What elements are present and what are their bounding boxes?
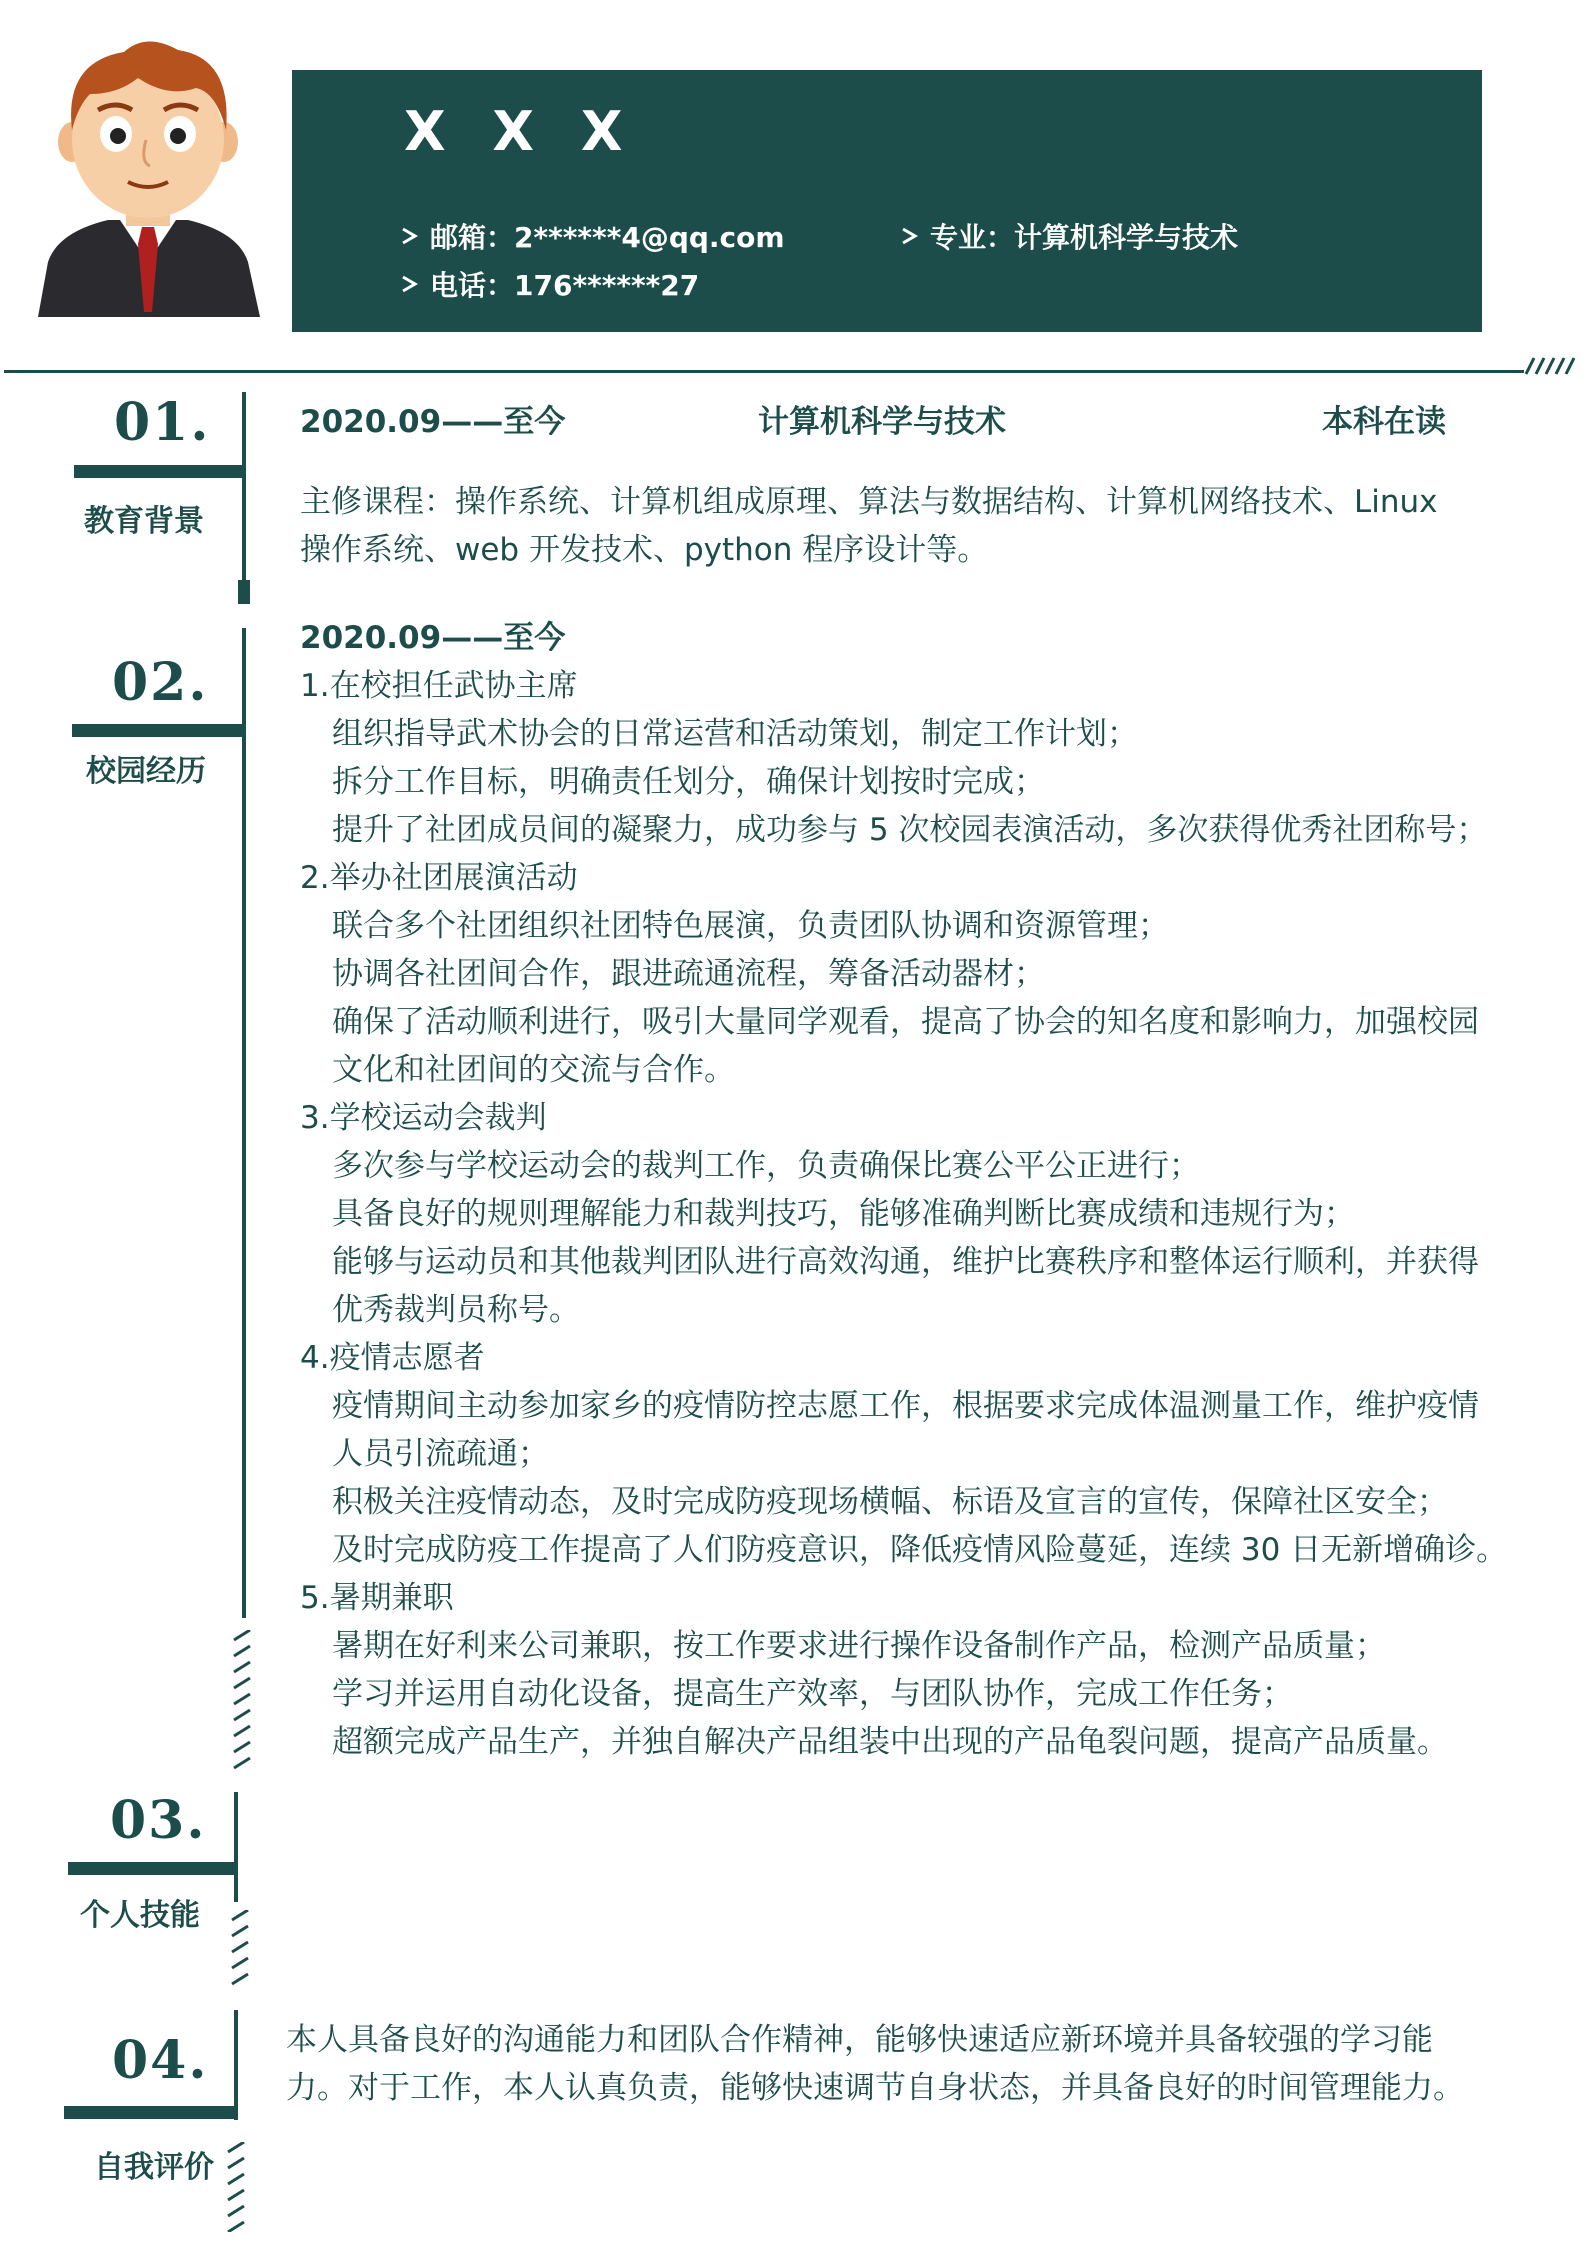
experience-detail: 确保了活动顺利进行，吸引大量同学观看，提高了协会的知名度和影响力，加强校园 — [332, 1004, 1479, 1040]
section-vertical-line — [234, 1792, 238, 1902]
education-courses-line: 操作系统、web 开发技术、python 程序设计等。 — [300, 532, 989, 568]
education-period: 2020.09——至今 — [300, 404, 566, 440]
arrow-bullet-icon — [400, 274, 418, 294]
header-divider — [4, 370, 1524, 373]
arrow-bullet-icon — [900, 226, 918, 246]
section-bar — [74, 465, 244, 478]
experience-detail: 优秀裁判员称号。 — [332, 1292, 580, 1328]
section-marker — [238, 580, 250, 604]
email-text: 邮箱：2******4@qq.com — [430, 221, 785, 254]
experience-heading: 5.暑期兼职 — [300, 1580, 454, 1616]
experience-heading: 3.学校运动会裁判 — [300, 1100, 547, 1136]
decorative-slashes — [1522, 356, 1582, 382]
self-evaluation-line: 本人具备良好的沟通能力和团队合作精神，能够快速适应新环境并具备较强的学习能 — [286, 2022, 1433, 2058]
experience-detail: 拆分工作目标，明确责任划分，确保计划按时完成； — [332, 764, 1045, 800]
section-number: 02. — [112, 652, 209, 713]
section-bar — [72, 724, 242, 737]
major-text: 专业：计算机科学与技术 — [930, 221, 1239, 254]
section-vertical-line — [242, 628, 246, 1618]
education-status: 本科在读 — [1322, 404, 1446, 440]
experience-detail: 人员引流疏通； — [332, 1436, 549, 1472]
education-courses-line: 主修课程：操作系统、计算机组成原理、算法与数据结构、计算机网络技术、Linux — [300, 484, 1438, 520]
email-info — [400, 216, 785, 256]
section-number: 03. — [110, 1790, 207, 1851]
decorative-hatch — [232, 1630, 254, 1770]
experience-detail: 学习并运用自动化设备，提高生产效率，与团队协作，完成工作任务； — [332, 1676, 1293, 1712]
section-vertical-line — [242, 392, 246, 602]
experience-detail: 疫情期间主动参加家乡的疫情防控志愿工作，根据要求完成体温测量工作，维护疫情 — [332, 1388, 1479, 1424]
campus-period: 2020.09——至今 — [300, 620, 566, 656]
experience-heading: 1.在校担任武协主席 — [300, 668, 578, 704]
section-bar — [64, 2106, 238, 2119]
section-title-self-eval: 自我评价 — [94, 2150, 214, 2185]
experience-heading: 4.疫情志愿者 — [300, 1340, 485, 1376]
experience-detail: 及时完成防疫工作提高了人们防疫意识，降低疫情风险蔓延，连续 30 日无新增确诊。 — [332, 1532, 1508, 1568]
decorative-hatch — [226, 2142, 248, 2232]
experience-detail: 暑期在好利来公司兼职，按工作要求进行操作设备制作产品，检测产品质量； — [332, 1628, 1386, 1664]
experience-detail: 具备良好的规则理解能力和裁判技巧，能够准确判断比赛成绩和违规行为； — [332, 1196, 1355, 1232]
phone-info — [400, 264, 699, 304]
self-evaluation-line: 力。对于工作，本人认真负责，能够快速调节自身状态，并具备良好的时间管理能力。 — [286, 2070, 1464, 2106]
candidate-name: X X X — [404, 100, 637, 163]
decorative-hatch — [230, 1910, 252, 1990]
section-number: 04. — [112, 2030, 209, 2091]
major-info — [900, 216, 1238, 256]
experience-detail: 超额完成产品生产，并独自解决产品组装中出现的产品龟裂问题，提高产品质量。 — [332, 1724, 1448, 1760]
section-bar — [68, 1862, 238, 1875]
experience-detail: 能够与运动员和其他裁判团队进行高效沟通，维护比赛秩序和整体运行顺利，并获得 — [332, 1244, 1479, 1280]
experience-detail: 提升了社团成员间的凝聚力，成功参与 5 次校园表演活动，多次获得优秀社团称号； — [332, 812, 1488, 848]
education-major: 计算机科学与技术 — [758, 404, 1006, 440]
experience-detail: 多次参与学校运动会的裁判工作，负责确保比赛公平公正进行； — [332, 1148, 1200, 1184]
avatar — [28, 22, 268, 317]
arrow-bullet-icon — [400, 226, 418, 246]
phone-text: 电话：176******27 — [430, 269, 700, 302]
experience-detail: 协调各社团间合作，跟进疏通流程，筹备活动器材； — [332, 956, 1045, 992]
experience-detail: 文化和社团间的交流与合作。 — [332, 1052, 735, 1088]
section-number: 01. — [114, 392, 211, 453]
header-banner — [292, 70, 1482, 332]
section-vertical-line — [234, 2010, 238, 2120]
experience-detail: 联合多个社团组织社团特色展演，负责团队协调和资源管理； — [332, 908, 1169, 944]
experience-heading: 2.举办社团展演活动 — [300, 860, 578, 896]
experience-detail: 组织指导武术协会的日常运营和活动策划，制定工作计划； — [332, 716, 1138, 752]
section-title-education: 教育背景 — [84, 504, 204, 539]
section-title-campus: 校园经历 — [86, 754, 206, 789]
experience-detail: 积极关注疫情动态，及时完成防疫现场横幅、标语及宣言的宣传，保障社区安全； — [332, 1484, 1448, 1520]
section-title-skills: 个人技能 — [80, 1898, 200, 1933]
